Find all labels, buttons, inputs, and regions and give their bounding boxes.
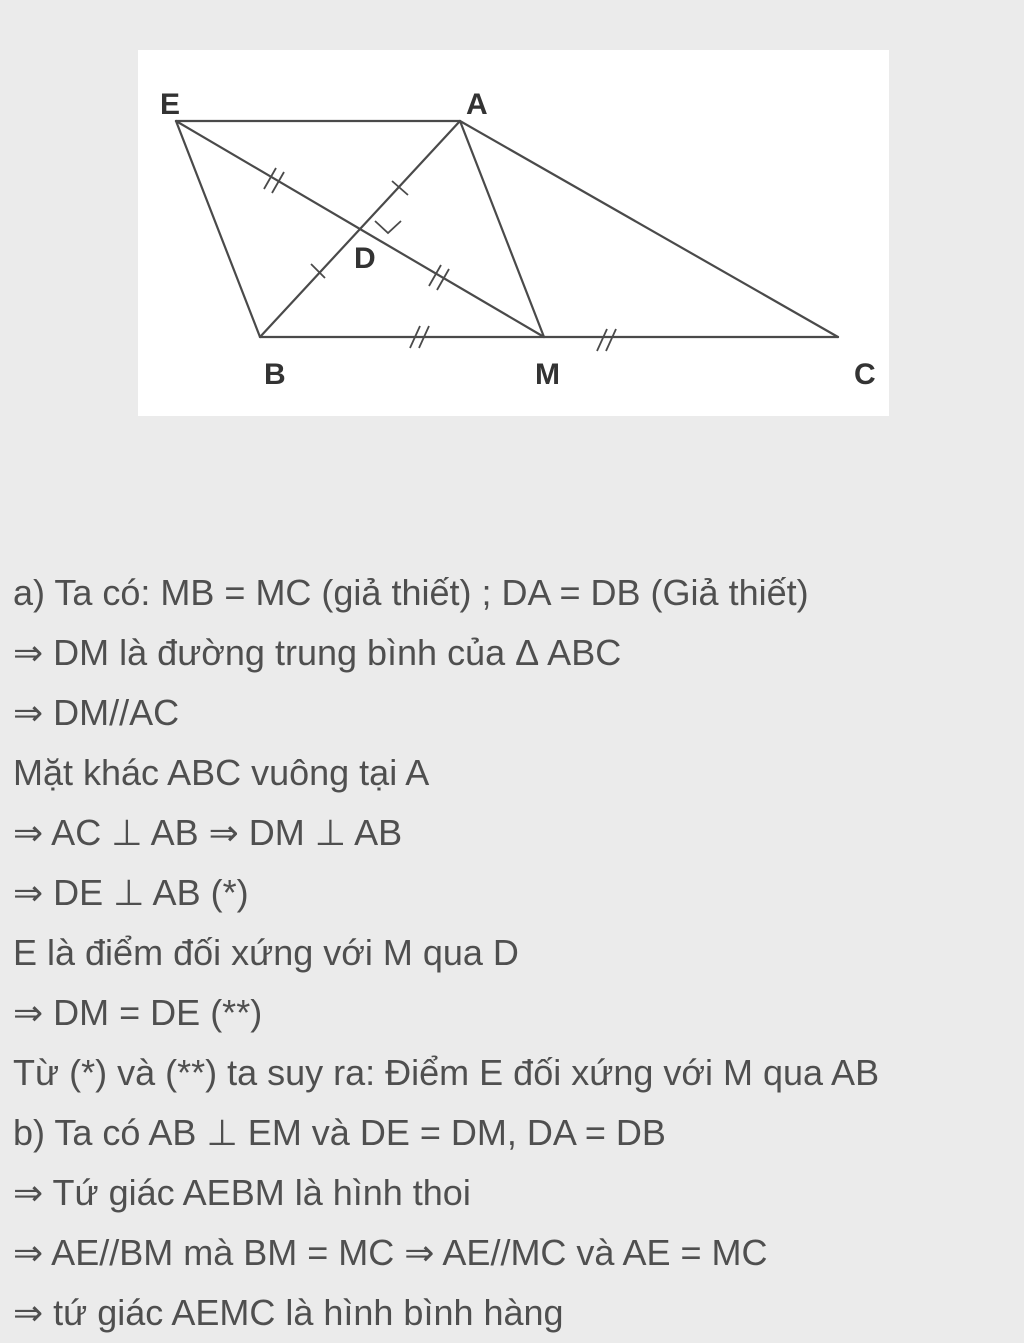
solution-line: ⇒ DM = DE (**) <box>13 992 263 1033</box>
solution-line: Mặt khác ABC vuông tại A <box>13 752 430 793</box>
solution-line: ⇒ tứ giác AEMC là hình bình hàng <box>13 1292 564 1333</box>
segment-ac <box>460 121 838 337</box>
solution-line: E là điểm đối xứng với M qua D <box>13 932 519 973</box>
label-e: E <box>160 88 181 121</box>
label-m: M <box>535 358 560 391</box>
solution-line: ⇒ Tứ giác AEBM là hình thoi <box>13 1172 471 1213</box>
double-tick-ed <box>264 168 284 193</box>
segment-ab <box>260 121 460 337</box>
geometry-figure <box>138 50 889 416</box>
label-b: B <box>264 358 286 391</box>
geometry-diagram <box>138 50 889 416</box>
solution-line: ⇒ AC ⊥ AB ⇒ DM ⊥ AB <box>13 812 403 853</box>
double-tick-dm <box>429 265 449 290</box>
solution-line: ⇒ DM//AC <box>13 692 180 733</box>
label-a: A <box>466 88 488 121</box>
segment-am <box>460 121 544 337</box>
double-tick-mc <box>597 329 616 351</box>
label-d: D <box>354 242 376 275</box>
segment-eb <box>176 121 260 337</box>
solution-line: b) Ta có AB ⊥ EM và DE = DM, DA = DB <box>13 1112 666 1153</box>
solution-line: Từ (*) và (**) ta suy ra: Điểm E đối xứng với M qua AB <box>13 1052 880 1093</box>
solution-line: ⇒ DE ⊥ AB (*) <box>13 872 249 913</box>
label-c: C <box>854 358 876 391</box>
solution-line: a) Ta có: MB = MC (giả thiết) ; DA = DB (Giả thiết) <box>13 572 809 613</box>
solution-line: ⇒ DM là đường trung bình của Δ ABC <box>13 632 622 673</box>
solution-line: ⇒ AE//BM mà BM = MC ⇒ AE//MC và AE = MC <box>13 1232 768 1273</box>
right-angle-mark <box>375 221 401 233</box>
solution-text <box>13 563 1013 1343</box>
